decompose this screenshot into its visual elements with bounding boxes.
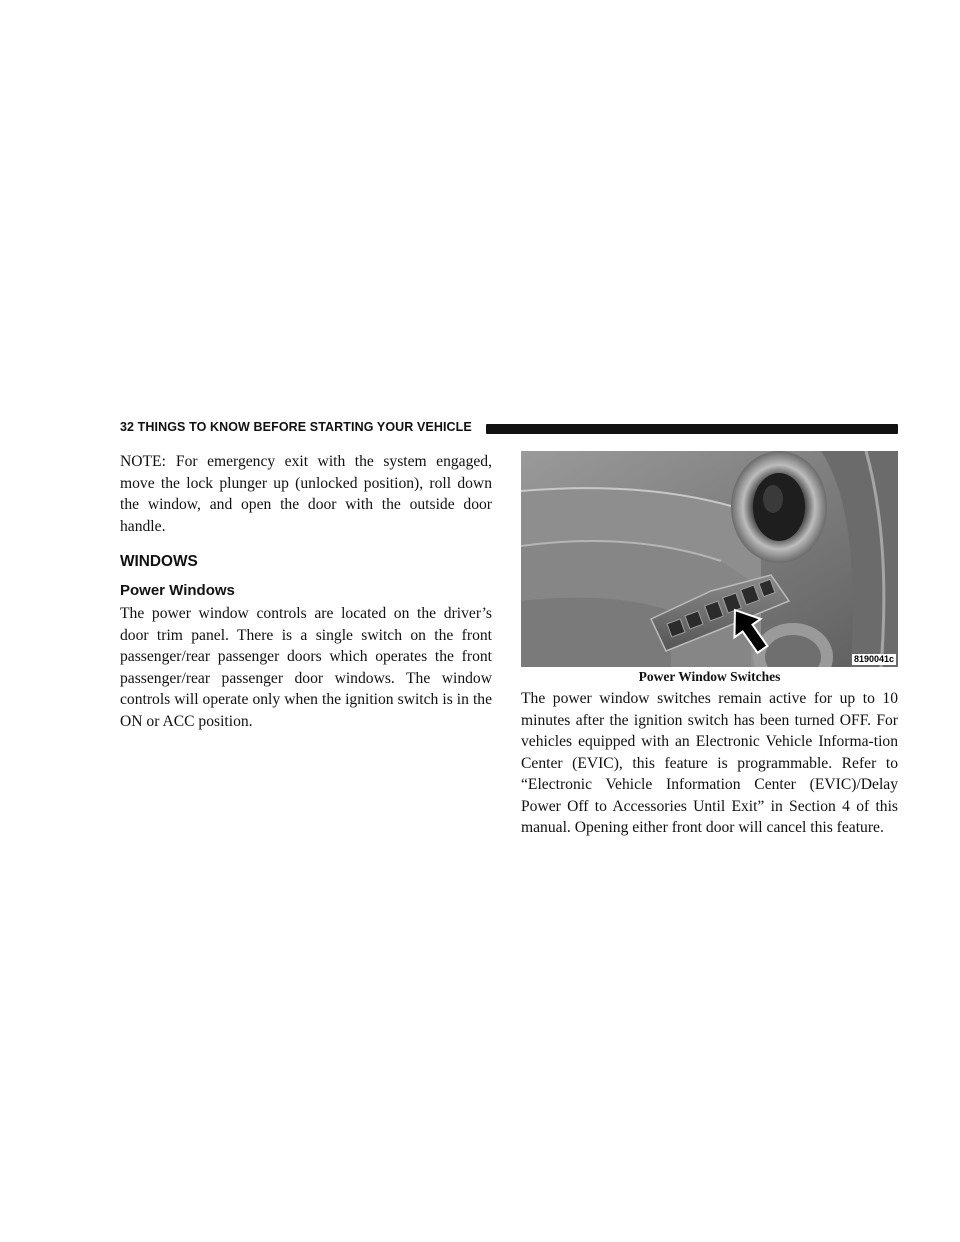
header-title: 32 THINGS TO KNOW BEFORE STARTING YOUR VEHICLE [120,420,472,434]
subsection-heading: Power Windows [120,582,235,599]
figure-code: 8190041c [853,654,894,664]
note-paragraph [120,451,492,537]
note-text: For emergency exit with the system engaged, move the lock plunger up (unlocked position), roll down the window, and open the door with the outside door handle. [120,453,492,535]
section-heading: WINDOWS [120,553,198,570]
running-header [120,419,898,439]
header-rule [486,424,898,434]
figure-caption: Power Window Switches [638,669,781,684]
right-paragraph: The power window switches remain active for up to 10 minutes after the ignition switch has been turned OFF. For vehicles equipped with an Electronic Vehicle Informa-tion Center (EVIC), this feature is programmable. Refer to “Electronic Vehicle Information Center (EVIC)/Delay Power Off to Accessories Until Exit” in Section 4 of this manual. Opening either front door will cancel this feature. [521,690,898,836]
right-column [521,451,898,839]
door-panel-illustration [521,451,898,667]
note-label: NOTE: [120,453,166,470]
power-windows-paragraph: The power window controls are located on the driver’s door trim panel. There is a single switch on the front passenger/rear passenger doors which operates the front passenger/rear passenger door windows. The window controls will operate only when the ignition switch is in the ON or ACC position. [120,605,492,730]
left-column [120,451,492,732]
power-window-switches-figure [521,451,898,667]
